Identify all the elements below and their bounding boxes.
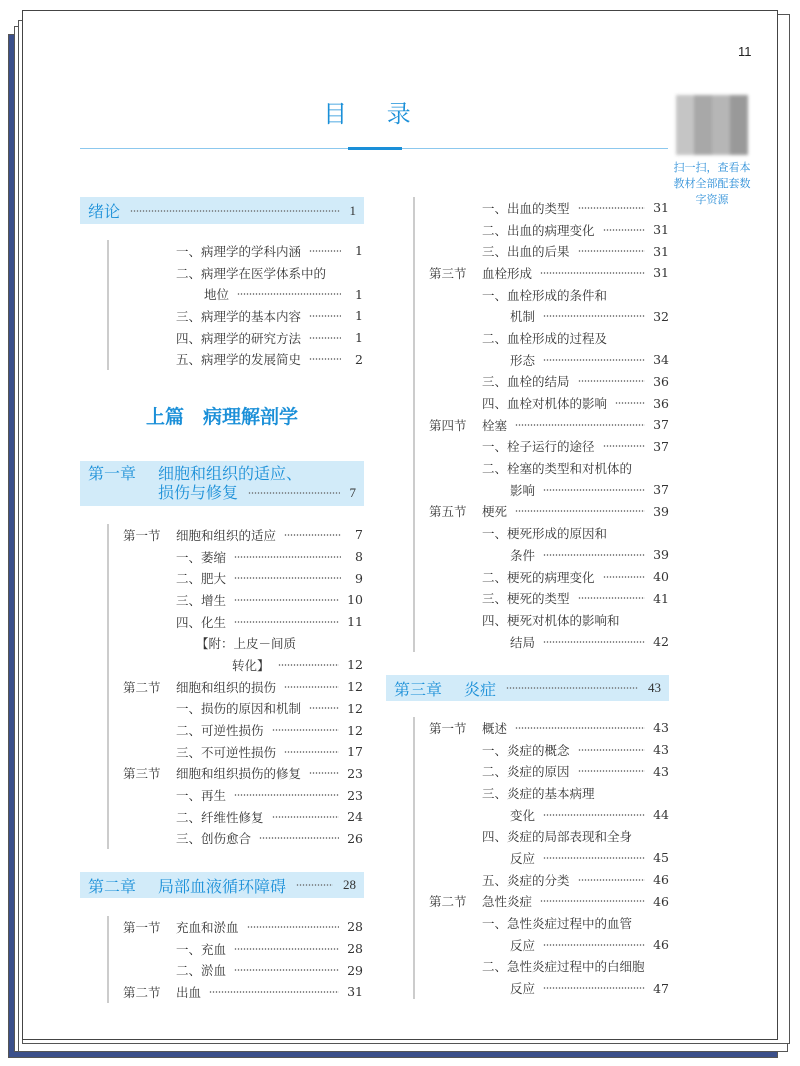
- toc-section-entry[interactable]: [109, 676, 363, 698]
- toc-entry[interactable]: [415, 436, 669, 458]
- dot-leader: [309, 250, 341, 252]
- entry-title: 结局: [510, 634, 536, 650]
- page-ref: 1: [355, 308, 363, 324]
- dot-leader: [543, 359, 645, 361]
- page-ref: 39: [653, 547, 669, 563]
- page-ref: 47: [653, 980, 669, 996]
- entry-title: 三、炎症的基本病理: [482, 785, 595, 801]
- toc-entry[interactable]: [109, 305, 363, 327]
- page-ref: 43: [653, 720, 669, 736]
- toc-entry[interactable]: [109, 567, 363, 589]
- page-ref: 12: [347, 679, 363, 695]
- page-ref: 40: [653, 569, 669, 585]
- page-ref: 1: [355, 330, 363, 346]
- title-divider-accent: [348, 147, 402, 150]
- dot-leader: [543, 641, 645, 643]
- page-ref: 36: [653, 373, 669, 389]
- dot-leader: [248, 492, 339, 494]
- page-ref: 31: [347, 984, 363, 1000]
- entry-title: 二、纤维性修复: [176, 809, 264, 825]
- toc-entry[interactable]: [109, 741, 363, 763]
- page-ref: 23: [347, 765, 363, 781]
- page-ref: 42: [653, 634, 669, 650]
- page-ref: 46: [653, 937, 669, 953]
- toc-entry[interactable]: [415, 977, 669, 999]
- toc-intro-heading[interactable]: [80, 197, 364, 224]
- section-number: 第三节: [429, 265, 467, 281]
- dot-leader: [515, 510, 645, 512]
- page-ref: 10: [347, 592, 363, 608]
- page-ref: 32: [653, 308, 669, 324]
- entry-title: 梗死: [482, 504, 508, 520]
- page-ref: 31: [653, 200, 669, 216]
- toc-entry[interactable]: [415, 825, 669, 847]
- entry-title: 三、出血的后果: [482, 244, 570, 260]
- section-number: 第一节: [123, 919, 161, 935]
- toc-entry[interactable]: [415, 371, 669, 393]
- toc-entry[interactable]: [109, 806, 363, 828]
- dot-leader: [272, 816, 340, 818]
- dot-leader: [578, 597, 646, 599]
- dot-leader: [615, 402, 645, 404]
- dot-leader: [259, 837, 339, 839]
- chapter-label: 绪论: [88, 202, 121, 221]
- entry-title: 二、急性炎症过程中的白细胞: [482, 959, 645, 975]
- entry-title: 【附：上皮－间质: [196, 636, 297, 652]
- entry-title: 急性炎症: [482, 894, 533, 910]
- toc-list-chapter-1: [107, 524, 363, 849]
- page-ref: 31: [653, 265, 669, 281]
- toc-entry[interactable]: [415, 522, 669, 544]
- toc-chapter-3-heading[interactable]: [386, 675, 669, 701]
- entry-title: 二、可逆性损伤: [176, 723, 264, 739]
- dot-leader: [309, 337, 341, 339]
- entry-title: 一、病理学的学科内涵: [176, 243, 302, 259]
- entry-title: 二、病理学在医学体系中的: [176, 265, 327, 281]
- toc-entry[interactable]: [109, 654, 363, 676]
- entry-title: 三、不可逆性损伤: [176, 744, 277, 760]
- toc-entry[interactable]: [109, 938, 363, 960]
- dot-leader: [603, 229, 646, 231]
- dot-leader: [543, 944, 645, 946]
- dot-leader: [272, 729, 340, 731]
- entry-title: 四、梗死对机体的影响和: [482, 612, 620, 628]
- toc-section-entry[interactable]: [415, 414, 669, 436]
- toc-entry[interactable]: [109, 959, 363, 981]
- dot-leader: [284, 751, 339, 753]
- toc-section-entry[interactable]: [109, 916, 363, 938]
- page-ref: 17: [347, 744, 363, 760]
- toc-section-entry[interactable]: [415, 717, 669, 739]
- part-title: 上篇 病理解剖学: [145, 406, 298, 428]
- entry-title: 形态: [510, 352, 536, 368]
- entry-title: 四、血栓对机体的影响: [482, 396, 608, 412]
- dot-leader: [209, 991, 339, 993]
- entry-title: 五、炎症的分类: [482, 872, 570, 888]
- entry-title: 栓塞: [482, 417, 508, 433]
- entry-title: 三、增生: [176, 592, 227, 608]
- dot-leader: [515, 424, 645, 426]
- toc-list-chapter-3: [413, 717, 669, 999]
- section-number: 第一节: [123, 527, 161, 543]
- entry-title: 一、出血的类型: [482, 200, 570, 216]
- entry-title: 出血: [176, 984, 202, 1000]
- section-number: 第二节: [123, 679, 161, 695]
- section-number: 第五节: [429, 504, 467, 520]
- chapter-title-line2: 损伤与修复: [158, 483, 239, 502]
- toc-entry[interactable]: [415, 240, 669, 262]
- page-ref: 46: [653, 872, 669, 888]
- page-ref: 11: [347, 614, 363, 630]
- toc-entry[interactable]: [415, 349, 669, 371]
- dot-leader: [284, 686, 339, 688]
- entry-title: 二、肥大: [176, 571, 227, 587]
- toc-chapter-1-heading[interactable]: [80, 461, 364, 506]
- toc-entry[interactable]: [415, 566, 669, 588]
- dot-leader: [309, 772, 339, 774]
- toc-entry[interactable]: [415, 739, 669, 761]
- section-number: 第二节: [123, 984, 161, 1000]
- entry-title: 细胞和组织的适应: [176, 527, 277, 543]
- dot-leader: [234, 556, 341, 558]
- entry-title: 二、血栓形成的过程及: [482, 330, 608, 346]
- toc-entry[interactable]: [415, 544, 669, 566]
- dot-leader: [506, 687, 638, 689]
- toc-entry[interactable]: [415, 869, 669, 891]
- toc-entry[interactable]: [109, 589, 363, 611]
- toc-entry[interactable]: [415, 609, 669, 631]
- dot-leader: [578, 250, 646, 252]
- entry-title: 一、炎症的概念: [482, 742, 570, 758]
- entry-title: 机制: [510, 309, 536, 325]
- dot-leader: [543, 315, 645, 317]
- toc-entry[interactable]: [415, 284, 669, 306]
- entry-title: 二、炎症的原因: [482, 764, 570, 780]
- dot-leader: [309, 707, 339, 709]
- entry-title: 反应: [510, 981, 536, 997]
- page-ref: 29: [347, 962, 363, 978]
- toc-entry[interactable]: [109, 719, 363, 741]
- page-ref: 28: [343, 877, 356, 892]
- dot-leader: [540, 900, 645, 902]
- toc-entry[interactable]: [109, 262, 363, 284]
- toc-entry[interactable]: [415, 956, 669, 978]
- toc-entry[interactable]: [415, 847, 669, 869]
- entry-title: 一、血栓形成的条件和: [482, 287, 608, 303]
- toc-entry[interactable]: [415, 587, 669, 609]
- page-ref: 43: [648, 680, 661, 695]
- entry-title: 反应: [510, 850, 536, 866]
- entry-title: 一、萎缩: [176, 549, 227, 565]
- page-ref: 37: [653, 438, 669, 454]
- dot-leader: [234, 794, 339, 796]
- page-ref: 36: [653, 395, 669, 411]
- toc-entry[interactable]: [109, 611, 363, 633]
- chapter-title: 炎症: [464, 679, 497, 699]
- chapter-number: 第一章: [88, 464, 137, 483]
- entry-title: 四、化生: [176, 614, 227, 630]
- entry-title: 一、栓子运行的途径: [482, 439, 595, 455]
- toc-entry[interactable]: [109, 283, 363, 305]
- toc-entry[interactable]: [415, 631, 669, 653]
- section-number: 第四节: [429, 417, 467, 433]
- toc-list-intro: [107, 240, 363, 370]
- dot-leader: [234, 621, 339, 623]
- entry-title: 二、栓塞的类型和对机体的: [482, 461, 633, 477]
- entry-title: 血栓形成: [482, 265, 533, 281]
- page-ref: 12: [347, 700, 363, 716]
- section-number: 第一节: [429, 720, 467, 736]
- page-ref: 2: [355, 351, 363, 367]
- entry-title: 充血和淤血: [176, 919, 239, 935]
- page-title: 目 录: [323, 100, 427, 128]
- page-ref: 45: [653, 850, 669, 866]
- toc-entry[interactable]: [415, 219, 669, 241]
- dot-leader: [284, 534, 341, 536]
- entry-title: 一、充血: [176, 941, 227, 957]
- page-ref: 7: [355, 527, 363, 543]
- toc-entry[interactable]: [415, 479, 669, 501]
- dot-leader: [130, 210, 339, 212]
- toc-section-entry[interactable]: [415, 891, 669, 913]
- toc-entry[interactable]: [109, 698, 363, 720]
- page-ref: 1: [355, 243, 363, 259]
- toc-section-entry[interactable]: [109, 763, 363, 785]
- entry-title: 一、再生: [176, 788, 227, 804]
- dot-leader: [309, 315, 341, 317]
- chapter-number: 第二章: [88, 876, 137, 896]
- entry-title: 一、损伤的原因和机制: [176, 701, 302, 717]
- toc-entry[interactable]: [415, 934, 669, 956]
- dot-leader: [578, 380, 646, 382]
- entry-title: 转化】: [232, 657, 270, 673]
- page-ref: 12: [347, 722, 363, 738]
- dot-leader: [278, 664, 340, 666]
- entry-title: 条件: [510, 547, 536, 563]
- page-ref: 1: [349, 202, 356, 218]
- toc-list-chapter-2: [107, 916, 363, 1003]
- entry-title: 二、淤血: [176, 963, 227, 979]
- entry-title: 一、急性炎症过程中的血管: [482, 916, 633, 932]
- entry-title: 二、出血的病理变化: [482, 222, 595, 238]
- entry-title: 三、梗死的类型: [482, 591, 570, 607]
- entry-title: 四、病理学的研究方法: [176, 330, 302, 346]
- dot-leader: [540, 272, 645, 274]
- page-ref: 43: [653, 763, 669, 779]
- dot-leader: [543, 489, 645, 491]
- toc-entry[interactable]: [109, 828, 363, 850]
- entry-title: 细胞和组织损伤的修复: [176, 766, 302, 782]
- dot-leader: [578, 749, 646, 751]
- dot-leader: [603, 576, 646, 578]
- page-ref: 31: [653, 222, 669, 238]
- dot-leader: [603, 445, 646, 447]
- page-ref: 41: [653, 590, 669, 606]
- qr-code-blurred: [676, 95, 748, 155]
- page-ref: 37: [653, 417, 669, 433]
- toc-entry[interactable]: [415, 782, 669, 804]
- toc-list-chapter-2-continued: [413, 197, 669, 652]
- toc-section-entry[interactable]: [109, 981, 363, 1003]
- entry-title: 变化: [510, 807, 536, 823]
- page-ref: 8: [355, 549, 363, 565]
- section-number: 第二节: [429, 894, 467, 910]
- entry-title: 一、梗死形成的原因和: [482, 526, 608, 542]
- page-ref: 37: [653, 482, 669, 498]
- page-ref: 34: [653, 352, 669, 368]
- toc-chapter-2-heading[interactable]: [80, 872, 364, 898]
- dot-leader: [578, 770, 646, 772]
- dot-leader: [543, 814, 645, 816]
- entry-title: 反应: [510, 937, 536, 953]
- entry-title: 二、梗死的病理变化: [482, 569, 595, 585]
- page-ref: 26: [347, 830, 363, 846]
- page-number: 11: [738, 44, 752, 59]
- toc-entry[interactable]: [109, 546, 363, 568]
- toc-entry[interactable]: [415, 760, 669, 782]
- toc-entry[interactable]: [109, 784, 363, 806]
- toc-entry[interactable]: [415, 912, 669, 934]
- dot-leader: [234, 577, 341, 579]
- page-ref: 31: [653, 243, 669, 259]
- dot-leader: [247, 926, 340, 928]
- qr-caption: 扫一扫，查看本教材全部配套数字资源: [673, 161, 751, 206]
- dot-leader: [234, 948, 339, 950]
- entry-title: 细胞和组织的损伤: [176, 679, 277, 695]
- entry-title: 四、炎症的局部表现和全身: [482, 829, 633, 845]
- page-ref: 23: [347, 787, 363, 803]
- page-ref: 1: [355, 286, 363, 302]
- dot-leader: [543, 857, 645, 859]
- toc-entry[interactable]: [109, 240, 363, 262]
- dot-leader: [309, 358, 341, 360]
- toc-entry[interactable]: [415, 197, 669, 219]
- toc-entry[interactable]: [415, 392, 669, 414]
- page-ref: 39: [653, 503, 669, 519]
- page-ref: 9: [355, 570, 363, 586]
- dot-leader: [234, 969, 339, 971]
- toc-entry[interactable]: [109, 327, 363, 349]
- toc-entry[interactable]: [109, 632, 363, 654]
- toc-entry[interactable]: [415, 327, 669, 349]
- page-ref: 12: [347, 657, 363, 673]
- entry-title: 三、创伤愈合: [176, 831, 252, 847]
- page-ref: 44: [653, 807, 669, 823]
- entry-title: 地位: [204, 287, 230, 303]
- entry-title: 三、病理学的基本内容: [176, 308, 302, 324]
- dot-leader: [237, 293, 341, 295]
- dot-leader: [515, 727, 645, 729]
- dot-leader: [543, 987, 645, 989]
- page-ref: 43: [653, 742, 669, 758]
- entry-title: 五、病理学的发展简史: [176, 352, 302, 368]
- dot-leader: [578, 879, 646, 881]
- toc-section-entry[interactable]: [415, 501, 669, 523]
- page-ref: 28: [347, 919, 363, 935]
- toc-section-entry[interactable]: [415, 262, 669, 284]
- dot-leader: [234, 599, 339, 601]
- page-ref: 46: [653, 893, 669, 909]
- page-ref: 28: [347, 941, 363, 957]
- entry-title: 影响: [510, 482, 536, 498]
- dot-leader: [296, 884, 333, 886]
- dot-leader: [578, 207, 646, 209]
- section-number: 第三节: [123, 766, 161, 782]
- toc-entry[interactable]: [415, 305, 669, 327]
- page-ref: 24: [347, 809, 363, 825]
- toc-entry[interactable]: [109, 348, 363, 370]
- toc-section-entry[interactable]: [109, 524, 363, 546]
- chapter-title: 局部血液循环障碍: [158, 876, 287, 896]
- chapter-number: 第三章: [394, 679, 443, 699]
- dot-leader: [543, 554, 645, 556]
- chapter-title-line1: 细胞和组织的适应、: [158, 464, 303, 483]
- toc-entry[interactable]: [415, 457, 669, 479]
- entry-title: 概述: [482, 720, 508, 736]
- entry-title: 三、血栓的结局: [482, 374, 570, 390]
- page-ref: 7: [349, 485, 356, 500]
- toc-entry[interactable]: [415, 804, 669, 826]
